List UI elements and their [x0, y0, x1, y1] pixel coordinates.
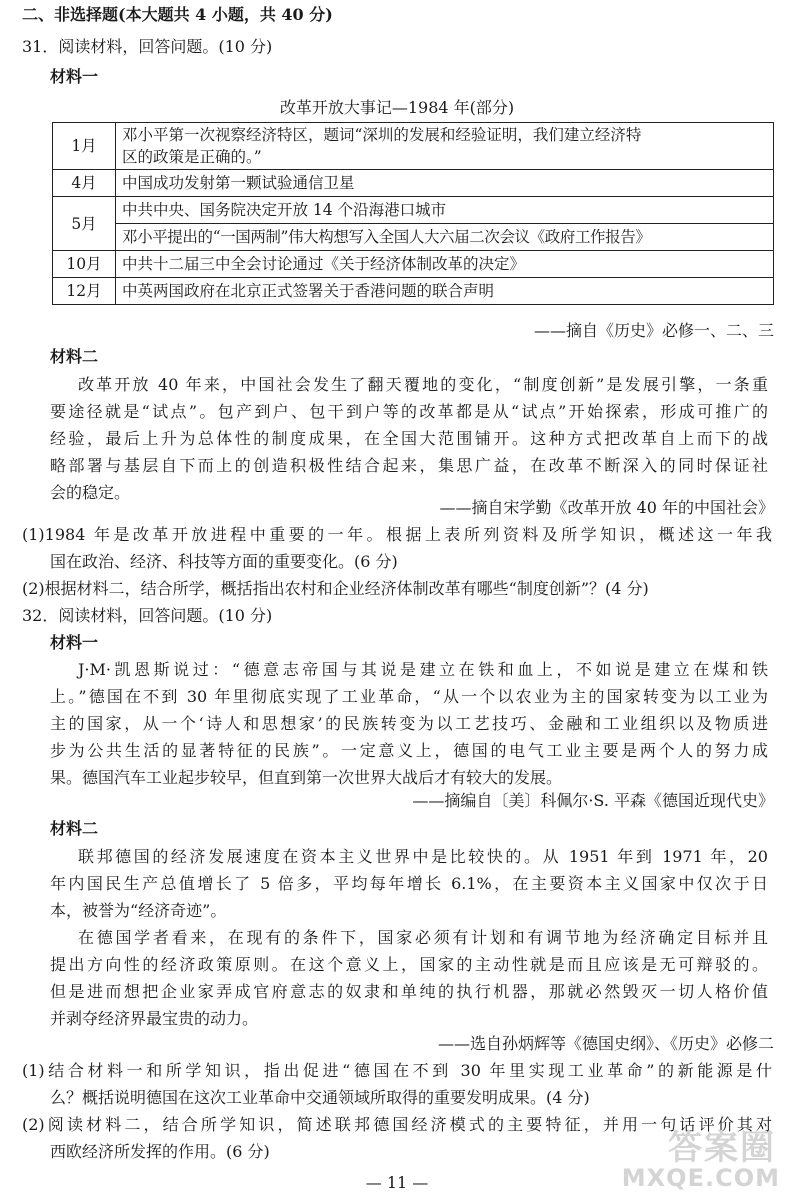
- table-row: [53, 251, 774, 278]
- event-cell: 中英两国政府在北京正式签署关于香港问题的联合声明: [116, 278, 774, 305]
- table-row: [53, 224, 774, 251]
- q32-question2-line: (2)阅读材料二，结合所学知识，简述联邦德国经济模式的主要特征，并用一句话评价其对: [22, 1115, 772, 1134]
- watermark-logo-text: 答案圈: [668, 1128, 776, 1168]
- q32-m1-line: 主的国家，从一个‘诗人和思想家’的民族转变为以工艺技巧、金融和工业组织以及物质进: [50, 714, 768, 733]
- q31-material1-label: 材料一: [50, 67, 99, 86]
- section-header: 二、非选择题(本大题共 4 小题，共 40 分): [22, 5, 333, 24]
- q31-material2-label: 材料二: [50, 347, 99, 366]
- q32-m2-line: 但是进而想把企业家弄成官府意志的奴隶和单纯的执行机器，那就必然毁灭一切人格价值: [50, 982, 768, 1001]
- month-cell: 4月: [53, 170, 116, 197]
- q31-m2-line: 要途径就是“试点”。包产到户、包干到户等的改革都是从“试点”开始探索，形成可推广的: [50, 402, 768, 421]
- q31-m2-line: 会的稳定。: [50, 483, 131, 502]
- q31-m2-line: 经验，最后上升为总体性的制度成果，在全国大范围铺开。这种方式把改革自上而下的战: [50, 429, 768, 448]
- event-cell: 中共中央、国务院决定开放 14 个沿海港口城市: [116, 197, 774, 224]
- q32-m1-line: 上。”德国在不到 30 年里彻底实现了工业革命，“从一个以农业为主的国家转变为以工业为: [50, 687, 768, 706]
- watermark-url: MXQE.COM: [621, 1164, 780, 1192]
- table-row: [53, 278, 774, 305]
- q32-m1-line: 步为公共生活的显著特征的民族”。一定意义上，德国的电气工业主要是两个人的努力成: [50, 741, 768, 760]
- q32-question1-line: (1)结合材料一和所学知识，指出促进“德国在不到 30 年里实现工业革命”的新能源是什: [22, 1061, 772, 1080]
- q32-source1: ——摘编自〔美〕科佩尔·S. 平森《德国近现代史》: [412, 791, 774, 810]
- q31-question2: (2)根据材料二，结合所学，概括指出农村和企业经济体制改革有哪些“制度创新”？(4 分): [22, 579, 649, 598]
- q32-m2-line: 联邦德国的经济发展速度在资本主义世界中是比较快的。从 1951 年到 1971 年，20: [78, 847, 768, 866]
- q32-title: 32．阅读材料，回答问题。(10 分): [22, 606, 273, 625]
- q31-question1-line: 国在政治、经济、科技等方面的重要变化。(6 分): [50, 552, 398, 571]
- q32-m1-line: 果。德国汽车工业起步较早，但直到第一次世界大战后才有较大的发展。: [50, 768, 563, 787]
- event-line: 区的政策是正确的。”: [122, 148, 262, 166]
- q32-source2: ——选自孙炳辉等《德国史纲》、《历史》必修二: [437, 1034, 774, 1053]
- event-cell: 邓小平提出的“一国两制”伟大构想写入全国人大六届二次会议《政府工作报告》: [116, 224, 774, 251]
- event-line: 邓小平第一次视察经济特区，题词“深圳的发展和经验证明，我们建立经济特: [122, 126, 642, 144]
- q31-m2-line: 略部署与基层自下而上的创造积极性结合起来，集思广益，在改革不断深入的同时保证社: [50, 456, 768, 475]
- event-cell: 中国成功发射第一颗试验通信卫星: [116, 170, 774, 197]
- q32-m2-line: 本，被誉为“经济奇迹”。: [50, 901, 227, 920]
- q32-material2-label: 材料二: [50, 819, 99, 838]
- q32-m2-line: 并剥夺经济界最宝贵的动力。: [50, 1009, 259, 1028]
- q31-m2-line: 改革开放 40 年来，中国社会发生了翻天覆地的变化，“制度创新”是发展引擎，一条重: [78, 375, 768, 394]
- q32-m2-line: 提出方向性的经济政策原则。在这个意义上，国家的主动性就是而且应该是无可辩驳的。: [50, 955, 768, 974]
- month-cell: 10月: [53, 251, 116, 278]
- q31-title: 31．阅读材料，回答问题。(10 分): [22, 37, 273, 56]
- site-watermark: [621, 1120, 780, 1192]
- table-row: [53, 197, 774, 224]
- q31-source2: ——摘自宋学勤《改革开放 40 年的中国社会》: [439, 498, 774, 517]
- q32-m2-line: 年内国民生产总值增长了 5 倍多，平均每年增长 6.1%，在主要资本主义国家中仅次于日: [50, 874, 768, 893]
- table-row: [53, 170, 774, 197]
- q32-question2-line: 西欧经济所发挥的作用。(6 分): [50, 1142, 270, 1161]
- q31-question1-line: (1)1984 年是改革开放进程中重要的一年。根据上表所列资料及所学知识，概述这一年我: [22, 525, 772, 544]
- month-cell: 5月: [53, 197, 116, 251]
- table-title: 改革开放大事记—1984 年(部分): [279, 98, 515, 117]
- event-cell: [116, 123, 774, 170]
- q31-source1: ——摘自《历史》必修一、二、三: [533, 321, 774, 340]
- month-cell: 12月: [53, 278, 116, 305]
- q32-material1-label: 材料一: [50, 633, 99, 652]
- q32-m2-line: 在德国学者看来，在现有的条件下，国家必须有计划和有调节地为经济确定目标并且: [78, 928, 768, 947]
- event-cell: 中共十二届三中全会讨论通过《关于经济体制改革的决定》: [116, 251, 774, 278]
- page-number: — 11 —: [365, 1173, 429, 1192]
- month-cell: 1月: [53, 123, 116, 170]
- q32-m1-line: J·M·凯恩斯说过：“德意志帝国与其说是建立在铁和血上，不如说是建立在煤和铁: [78, 660, 768, 679]
- events-table: [52, 122, 774, 305]
- q32-question1-line: 么？概括说明德国在这次工业革命中交通领域所取得的重要发明成果。(4 分): [50, 1088, 590, 1107]
- table-row: [53, 123, 774, 170]
